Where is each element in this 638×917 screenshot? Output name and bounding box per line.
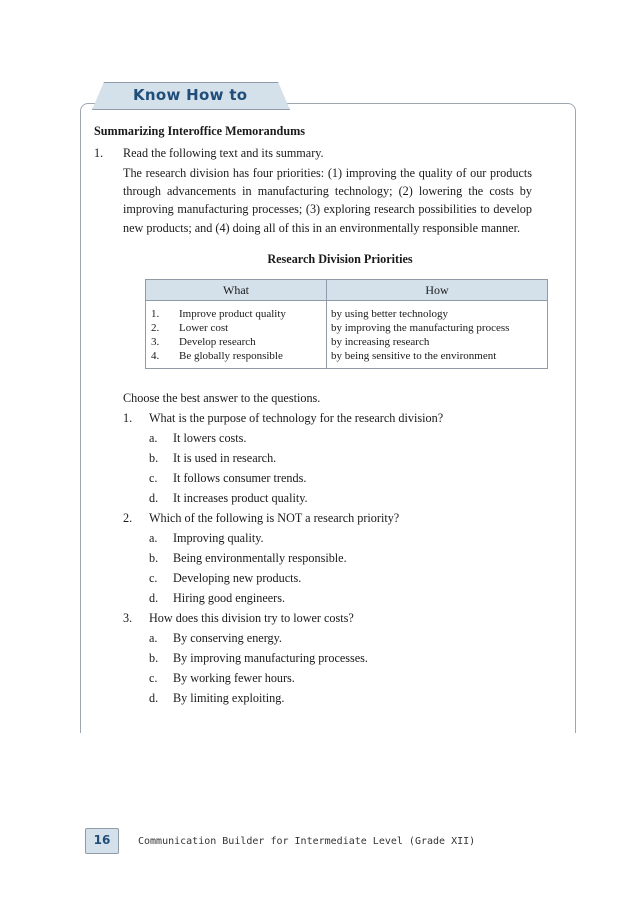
cell-what: Lower cost (179, 322, 229, 334)
cell-how: by using better technology (331, 308, 449, 320)
option-letter: d. (149, 591, 159, 605)
row-number: 2. (151, 322, 160, 334)
step-number: 1. (94, 146, 104, 160)
step-text: Read the following text and its summary. (123, 146, 324, 160)
question-number: 2. (123, 511, 133, 525)
option-text: Being environmentally responsible. (173, 551, 347, 565)
column-header-what: What (223, 283, 249, 297)
cell-how: by being sensitive to the environment (331, 350, 497, 362)
page-number: 16 (93, 833, 111, 847)
option-letter: c. (149, 471, 158, 485)
option-text: It lowers costs. (173, 431, 247, 445)
option-text: By limiting exploiting. (173, 691, 285, 705)
question-number: 1. (123, 411, 133, 425)
option-letter: b. (149, 451, 159, 465)
column-divider (326, 280, 327, 368)
row-number: 3. (151, 336, 160, 348)
option-letter: c. (149, 671, 158, 685)
option-letter: d. (149, 691, 159, 705)
option-text: Improving quality. (173, 531, 264, 545)
option-text: It is used in research. (173, 451, 277, 465)
cell-what: Develop research (179, 336, 256, 348)
option-text: By working fewer hours. (173, 671, 295, 685)
memo-paragraph: The research division has four priorities: (1) improving the quality of our products through advancements in manufacturing technology; (2) lowering the costs by improving manufacturing processes; (3) exploring research possibilities to develop new products; and (4) doing all of this in an environmentally responsible manner. (123, 166, 532, 235)
instructions: Choose the best answer to the questions. (123, 391, 321, 405)
option-letter: c. (149, 571, 158, 585)
column-header-how: How (425, 283, 449, 297)
priorities-table (145, 279, 548, 369)
question-text: What is the purpose of technology for the research division? (149, 411, 444, 425)
option-letter: b. (149, 551, 159, 565)
question-text: How does this division try to lower costs? (149, 611, 354, 625)
tab-title: Know How to (133, 86, 248, 104)
option-text: It follows consumer trends. (173, 471, 307, 485)
cell-what: Be globally responsible (179, 350, 283, 362)
option-letter: b. (149, 651, 159, 665)
section-title: Summarizing Interoffice Memorandums (94, 124, 305, 138)
option-text: By improving manufacturing processes. (173, 651, 368, 665)
question-number: 3. (123, 611, 133, 625)
option-letter: d. (149, 491, 159, 505)
book-title: Communication Builder for Intermediate Level (Grade XII) (138, 836, 476, 847)
option-text: By conserving energy. (173, 631, 282, 645)
cell-how: by improving the manufacturing process (331, 322, 510, 334)
option-text: Hiring good engineers. (173, 591, 286, 605)
question-text: Which of the following is NOT a research priority? (149, 511, 400, 525)
cell-what: Improve product quality (179, 308, 286, 320)
cell-how: by increasing research (331, 336, 430, 348)
option-letter: a. (149, 431, 158, 445)
row-number: 1. (151, 308, 160, 320)
option-text: It increases product quality. (173, 491, 308, 505)
option-letter: a. (149, 531, 158, 545)
row-number: 4. (151, 350, 160, 362)
option-text: Developing new products. (173, 571, 302, 585)
table-title: Research Division Priorities (267, 252, 413, 266)
option-letter: a. (149, 631, 158, 645)
